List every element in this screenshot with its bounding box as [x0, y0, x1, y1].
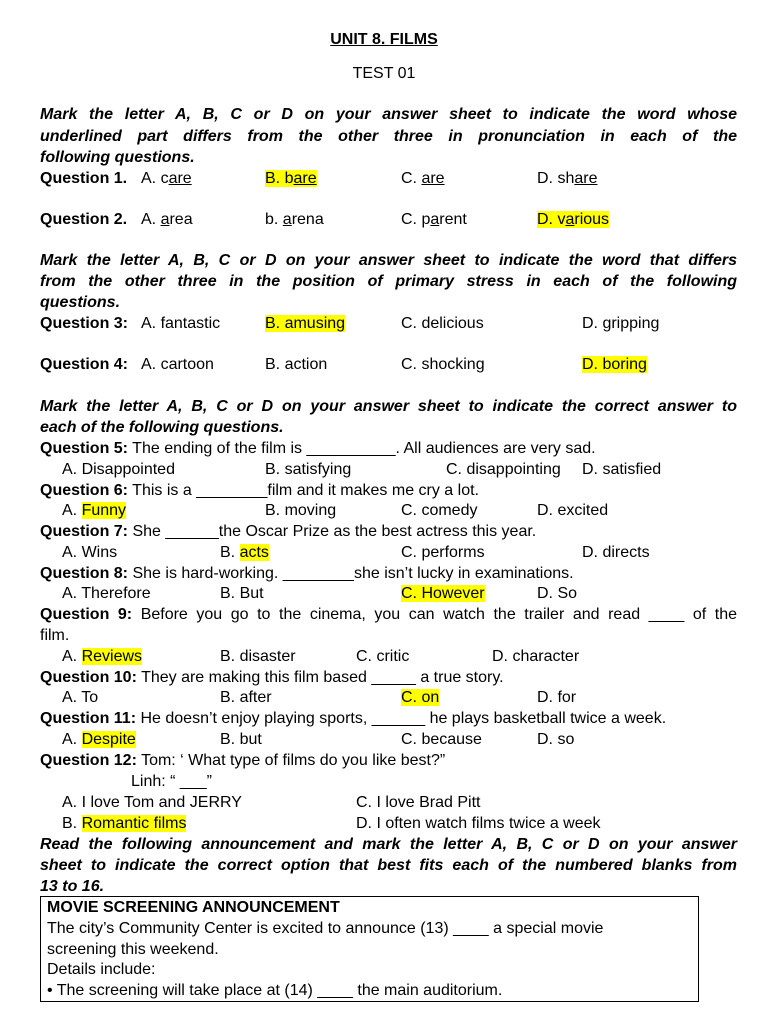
announcement-line: The city’s Community Center is excited to announce (13) ____ a special movie — [47, 920, 604, 937]
option-c-answer: C. However — [401, 585, 485, 602]
option-c: C. I love Brad Pitt — [356, 794, 481, 811]
option-d-answer: D. boring — [582, 356, 647, 373]
question-label: Question 3: — [40, 315, 129, 332]
option-b-answer: B. bare — [265, 170, 317, 187]
option-b: B. action — [265, 356, 328, 373]
instruction-correct-line: Mark the letter A, B, C or D on your answer sheet to indicate the correct answer to — [40, 398, 737, 415]
instruction-cloze-line: Read the following announcement and mark the letter A, B, C or D on your answer — [40, 836, 737, 853]
option-a: A. Wins — [62, 544, 118, 561]
option-d: D. so — [537, 731, 575, 748]
option-c: C. shocking — [401, 356, 485, 373]
option-b-answer: B. Romantic films — [62, 815, 187, 832]
option-c: C. disappointing — [446, 461, 561, 478]
option-d: D. directs — [582, 544, 650, 561]
option-b: B. But — [220, 585, 264, 602]
option-a: A. cartoon — [141, 356, 214, 373]
option-a-answer: A. Funny — [62, 502, 127, 519]
option-c: C. performs — [401, 544, 485, 561]
instruction-correct-line: each of the following questions. — [40, 419, 284, 436]
instruction-pronunciation-line: underlined part differs from the other three in pronunciation in each of the — [40, 128, 737, 145]
option-a: A. area — [141, 211, 193, 228]
option-b-answer: B. amusing — [265, 315, 346, 332]
question-9: Question 9: Before you go to the cinema, you can watch the trailer and read ____ of the — [40, 606, 737, 623]
question-5: Question 5: The ending of the film is __________. All audiences are very sad. — [40, 440, 596, 457]
option-c: C. comedy — [401, 502, 478, 519]
option-c: C. critic — [356, 648, 410, 665]
question-label: Question 2. — [40, 211, 128, 228]
option-d: D. satisfied — [582, 461, 662, 478]
option-a: A. fantastic — [141, 315, 221, 332]
option-b: B. satisfying — [265, 461, 352, 478]
announcement-line: screening this weekend. — [47, 941, 219, 958]
option-a: A. care — [141, 170, 192, 187]
instruction-cloze-line: sheet to indicate the correct option that best fits each of the numbered blanks from — [40, 857, 737, 874]
question-10: Question 10: They are making this film based _____ a true story. — [40, 669, 504, 686]
option-b: B. disaster — [220, 648, 296, 665]
test-label: TEST 01 — [352, 65, 416, 82]
instruction-stress-line: Mark the letter A, B, C or D on your answer sheet to indicate the word that differs — [40, 252, 737, 269]
option-c: C. because — [401, 731, 482, 748]
instruction-pronunciation-line: following questions. — [40, 149, 195, 166]
question-7: Question 7: She ______the Oscar Prize as the best actress this year. — [40, 523, 537, 540]
instruction-stress-line: from the other three in the position of primary stress in each of the following — [40, 273, 737, 290]
announcement-line: • The screening will take place at (14) ____ the main auditorium. — [47, 982, 503, 999]
unit-title: UNIT 8. FILMS — [330, 31, 438, 48]
option-d: D. So — [537, 585, 578, 602]
question-label: Question 1. — [40, 170, 128, 187]
option-a: A. Disappointed — [62, 461, 175, 478]
option-c: C. are — [401, 170, 445, 187]
option-a: A. Therefore — [62, 585, 151, 602]
option-d: D. gripping — [582, 315, 660, 332]
option-d-answer: D. various — [537, 211, 610, 228]
option-c: C. delicious — [401, 315, 484, 332]
question-12-linh: Linh: “ ___” — [131, 773, 212, 790]
question-11: Question 11: He doesn’t enjoy playing sports, ______ he plays basketball twice a week. — [40, 710, 667, 727]
instruction-stress-line: questions. — [40, 294, 121, 311]
option-d: D. character — [492, 648, 580, 665]
option-d: D. for — [537, 689, 577, 706]
instruction-pronunciation-line: Mark the letter A, B, C or D on your answer sheet to indicate the word whose — [40, 106, 737, 123]
option-c-answer: C. on — [401, 689, 440, 706]
question-12: Question 12: Tom: ‘ What type of films do you like best?” — [40, 752, 446, 769]
option-d: D. excited — [537, 502, 609, 519]
option-b: b. arena — [265, 211, 324, 228]
question-label: Question 4: — [40, 356, 129, 373]
option-a: A. I love Tom and JERRY — [62, 794, 242, 811]
option-b-answer: B. acts — [220, 544, 269, 561]
option-a: A. To — [62, 689, 99, 706]
option-a-answer: A. Reviews — [62, 648, 143, 665]
announcement-title: MOVIE SCREENING ANNOUNCEMENT — [47, 899, 340, 916]
question-6: Question 6: This is a ________film and it makes me cry a lot. — [40, 482, 479, 499]
option-c: C. parent — [401, 211, 467, 228]
question-9-continued: film. — [40, 627, 70, 644]
option-b: B. but — [220, 731, 262, 748]
option-a-answer: A. Despite — [62, 731, 136, 748]
option-b: B. after — [220, 689, 272, 706]
instruction-cloze-line: 13 to 16. — [40, 878, 105, 895]
question-8: Question 8: She is hard-working. ________she isn’t lucky in examinations. — [40, 565, 574, 582]
option-d: D. I often watch films twice a week — [356, 815, 601, 832]
announcement-line: Details include: — [47, 961, 156, 978]
announcement-box — [40, 896, 699, 1002]
option-b: B. moving — [265, 502, 337, 519]
option-d: D. share — [537, 170, 598, 187]
